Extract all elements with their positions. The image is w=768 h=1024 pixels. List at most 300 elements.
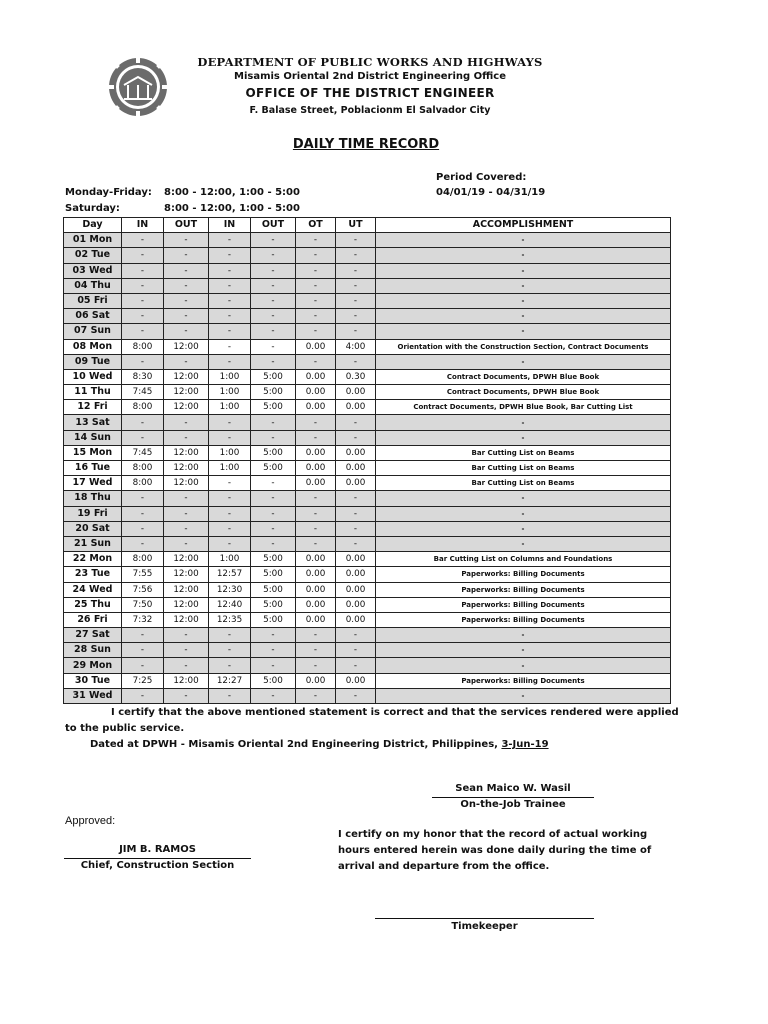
trainee-role: On-the-Job Trainee (460, 799, 566, 810)
cell-in1: - (122, 430, 164, 445)
cell-in2: - (209, 293, 251, 308)
cell-in1: - (122, 278, 164, 293)
cell-out1: - (164, 688, 209, 703)
cell-in1: - (122, 293, 164, 308)
cell-acc: Bar Cutting List on Beams (376, 476, 671, 491)
cell-in1: 8:00 (122, 339, 164, 354)
cell-out2: 5:00 (251, 567, 296, 582)
table-row (64, 309, 671, 324)
cell-acc: - (376, 658, 671, 673)
cell-ut: - (336, 491, 376, 506)
cell-acc: Paperworks: Billing Documents (376, 582, 671, 597)
column-header: OUT (251, 218, 296, 233)
cell-in2: - (209, 233, 251, 248)
column-header: UT (336, 218, 376, 233)
cell-in2: - (209, 415, 251, 430)
table-row (64, 597, 671, 612)
dated-statement (90, 739, 549, 750)
trainee-signature-line (432, 797, 594, 798)
cell-ot: - (296, 430, 336, 445)
cell-ut: - (336, 506, 376, 521)
cell-acc: - (376, 309, 671, 324)
cell-in2: 12:30 (209, 582, 251, 597)
cell-out1: 12:00 (164, 461, 209, 476)
certification-line-1: I certify that the above mentioned statement is correct and that the services rendered were applied (111, 707, 679, 718)
cell-out1: 12:00 (164, 385, 209, 400)
cell-in2: 1:00 (209, 461, 251, 476)
column-header: ACCOMPLISHMENT (376, 218, 671, 233)
cell-out1: - (164, 233, 209, 248)
cell-day: 11 Thu (64, 385, 122, 400)
cell-day: 24 Wed (64, 582, 122, 597)
cell-out1: 12:00 (164, 612, 209, 627)
cell-in2: - (209, 658, 251, 673)
cell-day: 01 Mon (64, 233, 122, 248)
cell-day: 22 Mon (64, 552, 122, 567)
approver-name: JIM B. RAMOS (119, 844, 196, 855)
cell-ot: - (296, 233, 336, 248)
approver-signature-line (64, 858, 251, 859)
cell-out2: 5:00 (251, 461, 296, 476)
cell-out1: 12:00 (164, 400, 209, 415)
cell-out1: - (164, 643, 209, 658)
cell-acc: Orientation with the Construction Section, Contract Documents (376, 339, 671, 354)
cell-acc: - (376, 506, 671, 521)
cell-in2: - (209, 643, 251, 658)
cell-acc: - (376, 248, 671, 263)
cell-out2: - (251, 248, 296, 263)
cell-day: 07 Sun (64, 324, 122, 339)
cell-in1: 7:32 (122, 612, 164, 627)
cell-acc: - (376, 521, 671, 536)
cell-in1: 8:00 (122, 400, 164, 415)
cell-acc: Bar Cutting List on Columns and Foundations (376, 552, 671, 567)
cell-ut: - (336, 263, 376, 278)
saturday-hours: 8:00 - 12:00, 1:00 - 5:00 (164, 203, 300, 214)
cell-out1: - (164, 628, 209, 643)
cell-day: 26 Fri (64, 612, 122, 627)
cell-ot: 0.00 (296, 597, 336, 612)
cell-out2: 5:00 (251, 400, 296, 415)
cell-ut: - (336, 309, 376, 324)
cell-acc: - (376, 491, 671, 506)
table-row (64, 278, 671, 293)
approver-role: Chief, Construction Section (80, 860, 235, 871)
cell-day: 14 Sun (64, 430, 122, 445)
cell-out1: 12:00 (164, 567, 209, 582)
cell-day: 28 Sun (64, 643, 122, 658)
cell-acc: - (376, 354, 671, 369)
cell-ot: - (296, 643, 336, 658)
cell-ut: - (336, 324, 376, 339)
column-header: OUT (164, 218, 209, 233)
cell-day: 29 Mon (64, 658, 122, 673)
cell-ot: - (296, 491, 336, 506)
cell-in1: 8:30 (122, 369, 164, 384)
office-address: F. Balase Street, Poblacionm El Salvador City (249, 105, 491, 116)
cell-acc: - (376, 688, 671, 703)
cell-in2: - (209, 476, 251, 491)
cell-in2: 1:00 (209, 552, 251, 567)
cell-out1: - (164, 293, 209, 308)
table-row (64, 415, 671, 430)
cell-in2: - (209, 339, 251, 354)
cell-out1: - (164, 324, 209, 339)
cell-out2: - (251, 339, 296, 354)
cell-in2: - (209, 430, 251, 445)
cell-ot: - (296, 309, 336, 324)
cell-day: 12 Fri (64, 400, 122, 415)
timekeeper-role: Timekeeper (451, 921, 518, 932)
cell-ut: 4:00 (336, 339, 376, 354)
cell-out1: 12:00 (164, 339, 209, 354)
cell-out2: - (251, 628, 296, 643)
table-row (64, 293, 671, 308)
cell-acc: - (376, 324, 671, 339)
cell-out1: 12:00 (164, 552, 209, 567)
table-row (64, 248, 671, 263)
table-body (64, 233, 671, 704)
cell-ut: - (336, 688, 376, 703)
cell-day: 05 Fri (64, 293, 122, 308)
cell-in2: 1:00 (209, 400, 251, 415)
cell-ot: 0.00 (296, 476, 336, 491)
cell-ut: - (336, 293, 376, 308)
cell-in1: 7:45 (122, 385, 164, 400)
dpwh-seal-logo (106, 55, 170, 119)
cell-in1: - (122, 324, 164, 339)
cell-in1: - (122, 491, 164, 506)
table-row (64, 628, 671, 643)
cell-day: 27 Sat (64, 628, 122, 643)
cell-out1: - (164, 430, 209, 445)
cell-in1: - (122, 309, 164, 324)
cell-in2: 12:57 (209, 567, 251, 582)
table-row (64, 354, 671, 369)
cell-day: 17 Wed (64, 476, 122, 491)
approved-label: Approved: (65, 815, 116, 827)
cell-out2: 5:00 (251, 445, 296, 460)
dated-prefix: Dated at DPWH - Misamis Oriental 2nd Engineering District, Philippines, (90, 739, 502, 750)
column-header: IN (209, 218, 251, 233)
table-row (64, 461, 671, 476)
cell-acc: - (376, 430, 671, 445)
table-row (64, 445, 671, 460)
cell-ut: 0.30 (336, 369, 376, 384)
cell-day: 19 Fri (64, 506, 122, 521)
cell-ot: 0.00 (296, 400, 336, 415)
cell-ut: 0.00 (336, 445, 376, 460)
cell-ut: 0.00 (336, 597, 376, 612)
cell-ut: 0.00 (336, 461, 376, 476)
cell-out2: - (251, 278, 296, 293)
cell-acc: - (376, 233, 671, 248)
cell-ut: 0.00 (336, 476, 376, 491)
cell-in1: - (122, 521, 164, 536)
cell-ot: - (296, 658, 336, 673)
cell-ot: - (296, 293, 336, 308)
cell-out2: - (251, 643, 296, 658)
cell-ut: - (336, 233, 376, 248)
cell-ot: 0.00 (296, 673, 336, 688)
cell-ut: 0.00 (336, 385, 376, 400)
cell-in1: 7:45 (122, 445, 164, 460)
cell-in1: - (122, 248, 164, 263)
cell-out2: 5:00 (251, 369, 296, 384)
cell-in2: - (209, 536, 251, 551)
cell-in1: - (122, 233, 164, 248)
cell-acc: - (376, 263, 671, 278)
table-row (64, 324, 671, 339)
cell-out1: - (164, 658, 209, 673)
cell-out1: - (164, 248, 209, 263)
table-row (64, 582, 671, 597)
cell-in2: - (209, 263, 251, 278)
cell-day: 13 Sat (64, 415, 122, 430)
table-row (64, 400, 671, 415)
cell-out2: - (251, 309, 296, 324)
cell-out1: 12:00 (164, 582, 209, 597)
cell-out2: - (251, 536, 296, 551)
cell-in2: 1:00 (209, 369, 251, 384)
cell-in1: - (122, 263, 164, 278)
cell-acc: - (376, 293, 671, 308)
cell-day: 23 Tue (64, 567, 122, 582)
cell-in1: 7:50 (122, 597, 164, 612)
table-row (64, 567, 671, 582)
cell-in1: - (122, 658, 164, 673)
weekday-label: Monday-Friday: (65, 187, 152, 198)
cell-ot: - (296, 521, 336, 536)
cell-out2: 5:00 (251, 385, 296, 400)
cell-day: 09 Tue (64, 354, 122, 369)
time-record-table (63, 217, 671, 704)
cell-ot: 0.00 (296, 582, 336, 597)
cell-out2: 5:00 (251, 612, 296, 627)
cell-ot: 0.00 (296, 567, 336, 582)
column-header: OT (296, 218, 336, 233)
cell-day: 21 Sun (64, 536, 122, 551)
cell-ot: 0.00 (296, 369, 336, 384)
cell-out1: - (164, 278, 209, 293)
cell-ut: - (336, 278, 376, 293)
cell-day: 18 Thu (64, 491, 122, 506)
cell-acc: - (376, 415, 671, 430)
cell-day: 30 Tue (64, 673, 122, 688)
table-row (64, 476, 671, 491)
cell-acc: Paperworks: Billing Documents (376, 673, 671, 688)
cell-in1: 8:00 (122, 552, 164, 567)
cell-out2: - (251, 688, 296, 703)
cell-in2: - (209, 309, 251, 324)
period-value: 04/01/19 - 04/31/19 (436, 187, 546, 198)
cell-out1: - (164, 354, 209, 369)
cell-ot: - (296, 536, 336, 551)
weekday-hours: 8:00 - 12:00, 1:00 - 5:00 (164, 187, 300, 198)
page-title: DAILY TIME RECORD (292, 137, 440, 152)
timekeeper-cert-line-2: hours entered herein was done daily during the time of (338, 845, 652, 856)
cell-ot: - (296, 354, 336, 369)
cell-out1: 12:00 (164, 445, 209, 460)
cell-ut: - (336, 248, 376, 263)
cell-acc: - (376, 628, 671, 643)
saturday-label: Saturday: (65, 203, 120, 214)
cell-out1: 12:00 (164, 369, 209, 384)
cell-out2: - (251, 506, 296, 521)
cell-in1: - (122, 688, 164, 703)
table-row (64, 688, 671, 703)
table-row (64, 643, 671, 658)
cell-ot: - (296, 688, 336, 703)
cell-day: 10 Wed (64, 369, 122, 384)
cell-out2: 5:00 (251, 552, 296, 567)
cell-ut: - (336, 354, 376, 369)
cell-out2: - (251, 233, 296, 248)
cell-in1: - (122, 354, 164, 369)
cell-in2: - (209, 506, 251, 521)
cell-day: 20 Sat (64, 521, 122, 536)
cell-ut: 0.00 (336, 552, 376, 567)
cell-out2: - (251, 658, 296, 673)
cell-acc: Paperworks: Billing Documents (376, 567, 671, 582)
office-name: OFFICE OF THE DISTRICT ENGINEER (245, 86, 495, 100)
cell-in2: - (209, 521, 251, 536)
cell-acc: - (376, 278, 671, 293)
cell-day: 25 Thu (64, 597, 122, 612)
cell-out1: - (164, 536, 209, 551)
cell-ut: 0.00 (336, 612, 376, 627)
cell-ot: - (296, 628, 336, 643)
table-row (64, 658, 671, 673)
cell-in2: 1:00 (209, 445, 251, 460)
cell-in1: 7:56 (122, 582, 164, 597)
cell-ut: 0.00 (336, 567, 376, 582)
cell-ot: - (296, 415, 336, 430)
department-name: DEPARTMENT OF PUBLIC WORKS AND HIGHWAYS (197, 55, 543, 69)
table-row (64, 673, 671, 688)
cell-in2: 12:40 (209, 597, 251, 612)
cell-acc: - (376, 536, 671, 551)
cell-out2: 5:00 (251, 597, 296, 612)
cell-acc: Contract Documents, DPWH Blue Book (376, 369, 671, 384)
cell-in2: 1:00 (209, 385, 251, 400)
table-row (64, 506, 671, 521)
cell-ut: - (336, 658, 376, 673)
cell-out2: - (251, 491, 296, 506)
table-row (64, 369, 671, 384)
trainee-name: Sean Maico W. Wasil (455, 783, 571, 794)
cell-in2: - (209, 248, 251, 263)
timekeeper-cert-line-3: arrival and departure from the office. (338, 861, 550, 872)
cell-day: 15 Mon (64, 445, 122, 460)
cell-in1: 7:25 (122, 673, 164, 688)
cell-out2: - (251, 293, 296, 308)
cell-acc: - (376, 643, 671, 658)
table-header-row (64, 218, 671, 233)
cell-acc: Contract Documents, DPWH Blue Book, Bar Cutting List (376, 400, 671, 415)
cell-acc: Paperworks: Billing Documents (376, 612, 671, 627)
cell-out1: - (164, 415, 209, 430)
table-row (64, 552, 671, 567)
period-label: Period Covered: (436, 172, 527, 183)
cell-day: 16 Tue (64, 461, 122, 476)
cell-in1: 7:55 (122, 567, 164, 582)
column-header: Day (64, 218, 122, 233)
cell-out1: - (164, 309, 209, 324)
table-row (64, 612, 671, 627)
cell-out1: 12:00 (164, 673, 209, 688)
cell-ot: - (296, 248, 336, 263)
cell-day: 03 Wed (64, 263, 122, 278)
cell-in1: - (122, 536, 164, 551)
cell-ot: 0.00 (296, 339, 336, 354)
cell-ut: - (336, 430, 376, 445)
certification-line-2: to the public service. (65, 723, 185, 734)
cell-in1: 8:00 (122, 476, 164, 491)
cell-ot: - (296, 278, 336, 293)
cell-ot: 0.00 (296, 552, 336, 567)
cell-out2: - (251, 354, 296, 369)
cell-ut: - (336, 536, 376, 551)
cell-day: 04 Thu (64, 278, 122, 293)
cell-ot: 0.00 (296, 461, 336, 476)
cell-out1: - (164, 491, 209, 506)
cell-ot: 0.00 (296, 612, 336, 627)
cell-in2: - (209, 491, 251, 506)
cell-out1: - (164, 506, 209, 521)
cell-out2: - (251, 430, 296, 445)
cell-acc: Bar Cutting List on Beams (376, 461, 671, 476)
cell-out1: 12:00 (164, 476, 209, 491)
cell-ot: - (296, 324, 336, 339)
table-row (64, 263, 671, 278)
cell-in1: - (122, 628, 164, 643)
cell-day: 08 Mon (64, 339, 122, 354)
cell-in2: - (209, 628, 251, 643)
cell-day: 31 Wed (64, 688, 122, 703)
table-row (64, 521, 671, 536)
cell-in2: 12:27 (209, 673, 251, 688)
cell-out2: - (251, 324, 296, 339)
cell-in2: - (209, 278, 251, 293)
cell-in1: 8:00 (122, 461, 164, 476)
cell-ut: - (336, 643, 376, 658)
cell-acc: Contract Documents, DPWH Blue Book (376, 385, 671, 400)
district-office: Misamis Oriental 2nd District Engineering Office (234, 71, 506, 82)
cell-in1: - (122, 415, 164, 430)
cell-out2: 5:00 (251, 582, 296, 597)
cell-day: 06 Sat (64, 309, 122, 324)
cell-out1: - (164, 263, 209, 278)
cell-out2: - (251, 415, 296, 430)
cell-acc: Paperworks: Billing Documents (376, 597, 671, 612)
cell-acc: Bar Cutting List on Beams (376, 445, 671, 460)
cell-ut: - (336, 628, 376, 643)
table-row (64, 430, 671, 445)
cell-in1: - (122, 506, 164, 521)
cell-ut: 0.00 (336, 673, 376, 688)
timekeeper-signature-line (375, 918, 594, 919)
cell-out2: - (251, 263, 296, 278)
cell-ut: 0.00 (336, 400, 376, 415)
table-row (64, 233, 671, 248)
cell-out1: 12:00 (164, 597, 209, 612)
cell-out2: - (251, 521, 296, 536)
cell-ut: - (336, 415, 376, 430)
timekeeper-cert-line-1: I certify on my honor that the record of actual working (338, 829, 648, 840)
table-row (64, 385, 671, 400)
table-row (64, 491, 671, 506)
